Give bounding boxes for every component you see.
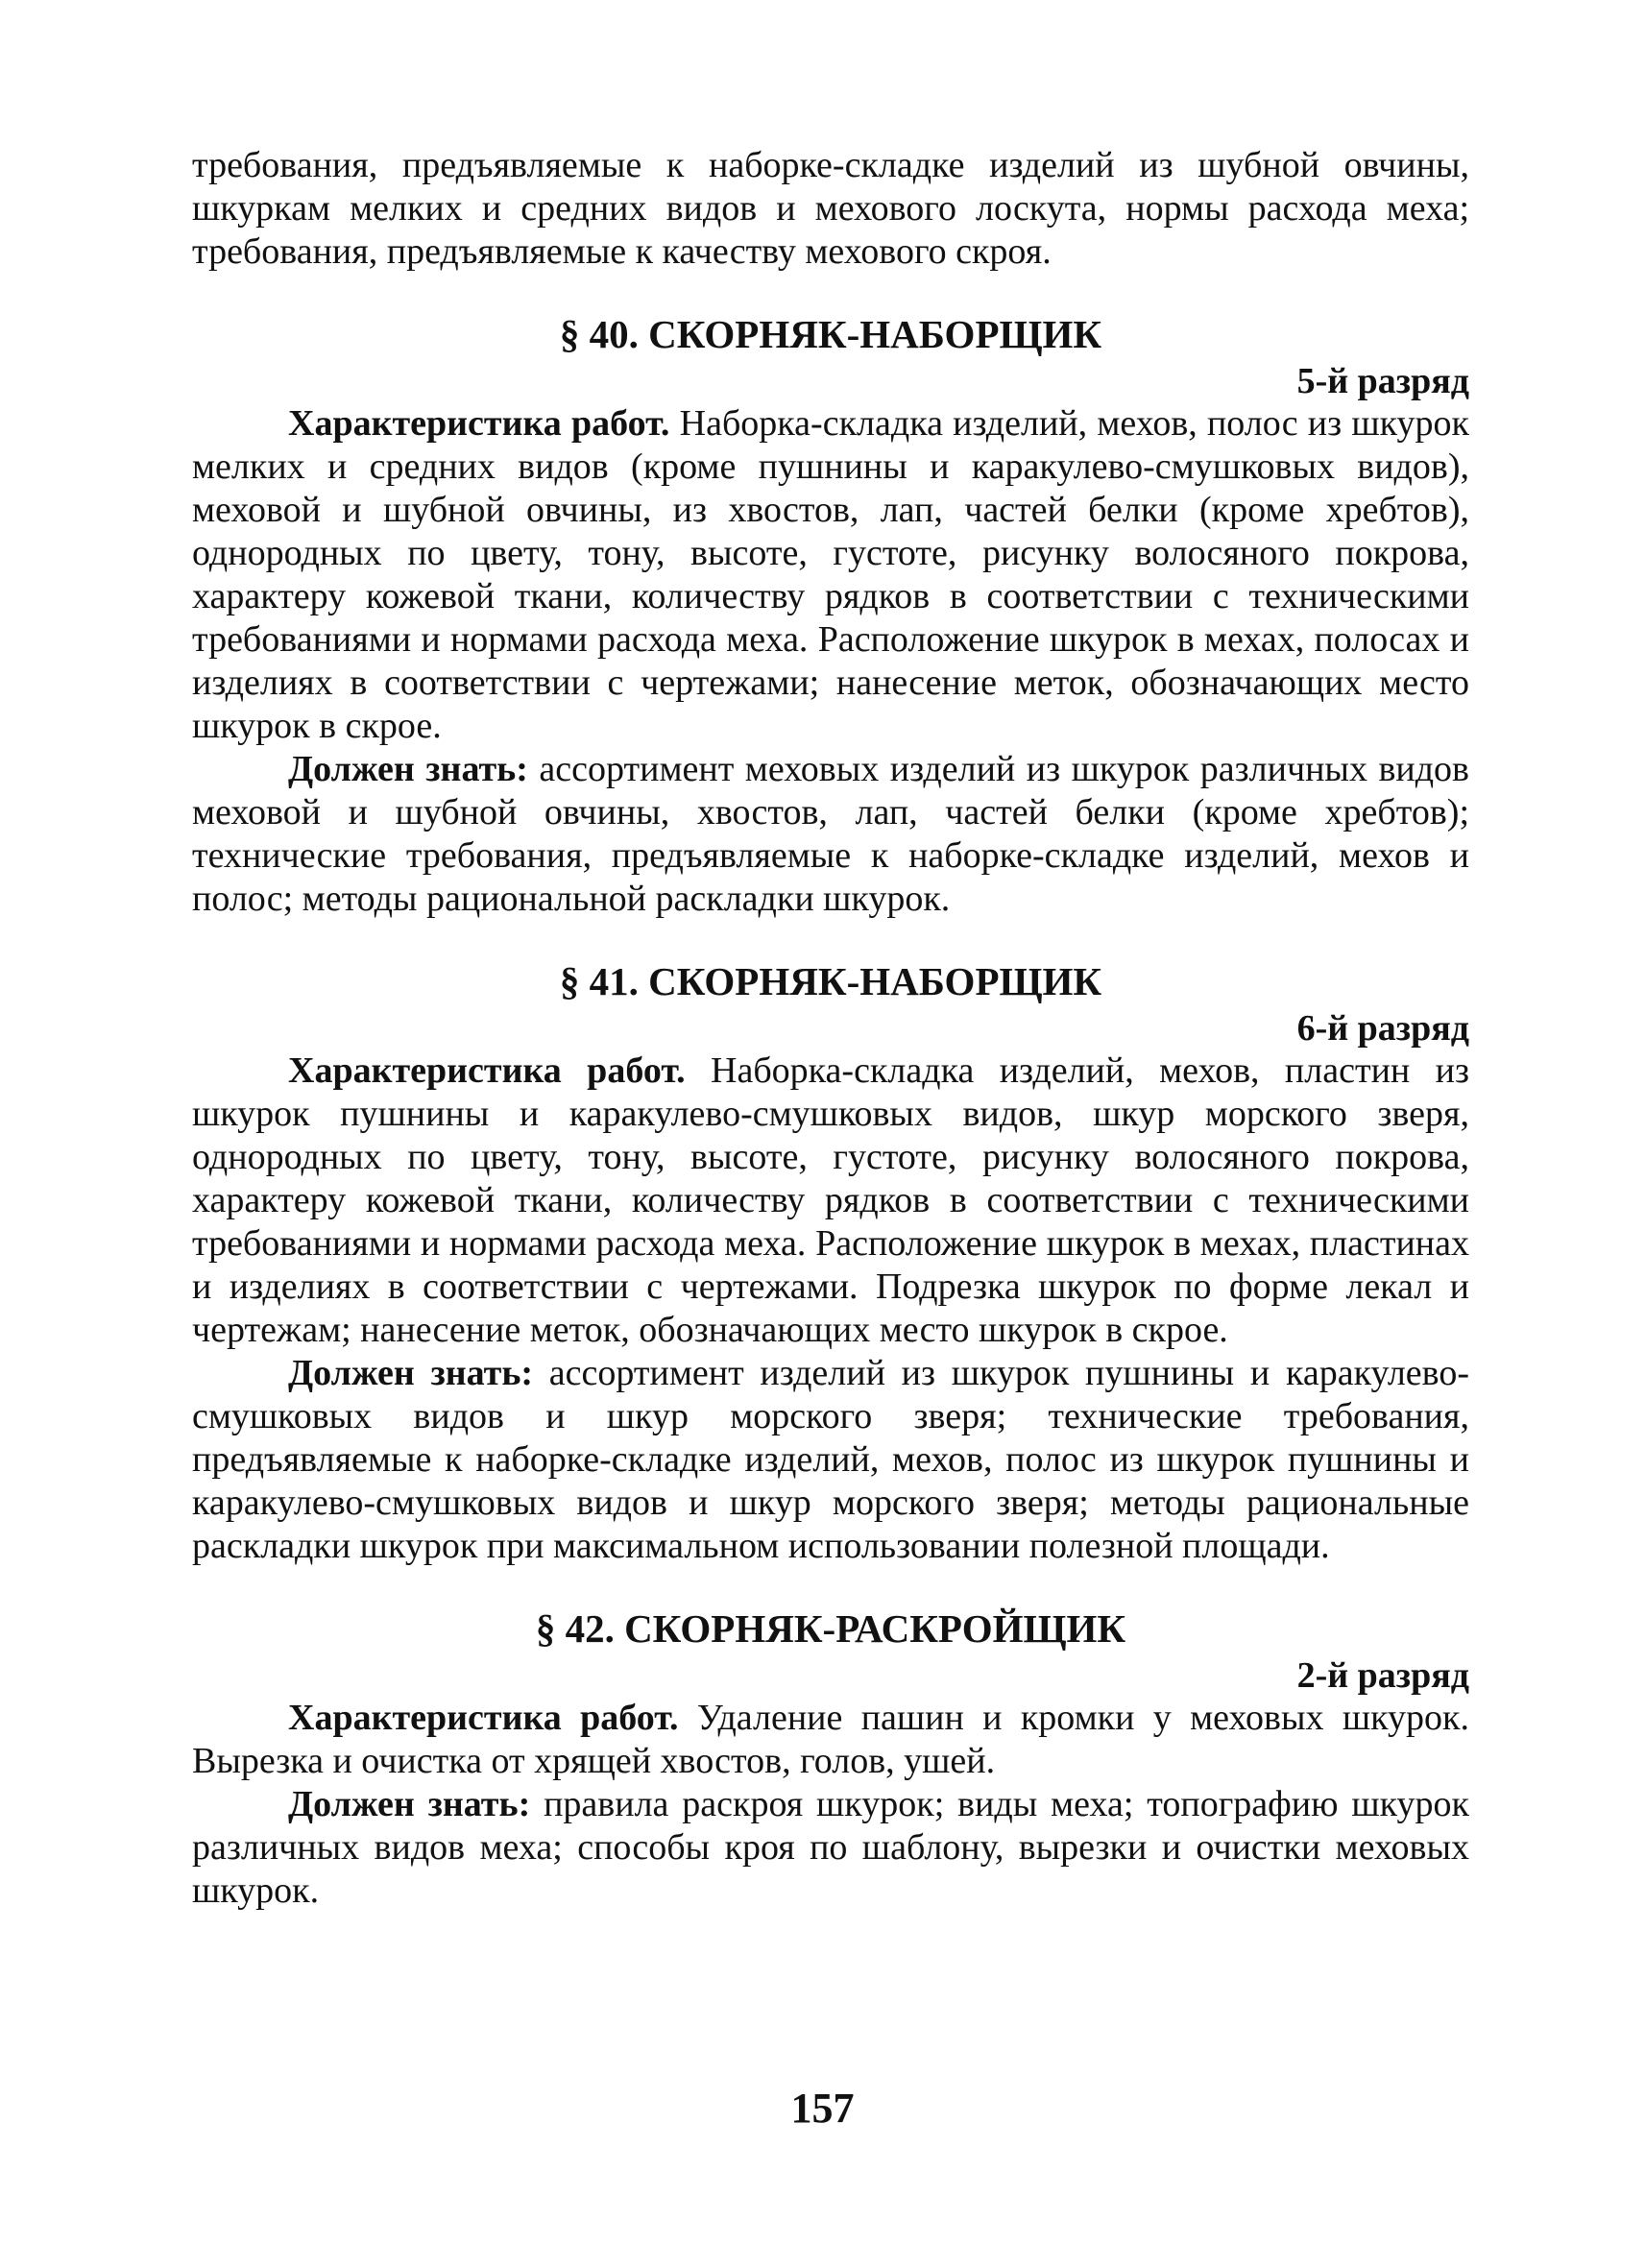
work-characteristics-label: Характеристика работ. — [288, 1698, 679, 1738]
must-know-paragraph — [192, 748, 1469, 921]
grade-label: 2-й разряд — [1296, 1655, 1469, 1696]
page-number: 157 — [790, 2085, 855, 2132]
work-characteristics-text: Удаление пашин и кромки у меховых шкурок. Вырезка и очистка от хрящей хвостов, голов, ушей. — [192, 1698, 1470, 1781]
section-41 — [192, 957, 1469, 1568]
must-know-text: ассортимент меховых изделий из шкурок различных видов меховой и шубной овчины, хвостов, лап, частей белки (кроме хребтов); технические требования, предъявляемые к наборке-складке изделий, мехов и полос; методы рациональной раскладки шкурок. — [192, 749, 1470, 919]
intro-paragraph: требования, предъявляемые к наборке-складке изделий из шубной овчины, шкуркам мелких и средних видов и мехового лоскута, нормы расхода меха; требования, предъявляемые к качеству мехового скроя. — [192, 145, 1469, 272]
grade-label: 5-й разряд — [1296, 361, 1469, 401]
section-title: § 40. СКОРНЯК-НАБОРЩИК — [559, 312, 1102, 356]
work-characteristics-label: Характеристика работ. — [288, 403, 670, 444]
work-characteristics-text: Наборка-складка изделий, мехов, полос из шкурок мелких и средних видов (кроме пушнины и каракулево-смушковых видов), меховой и шубной овчины, из хвостов, лап, частей белки (кроме хребтов), однородных по цвету, тону, высоте, густоте, рисунку волосяного покрова, характеру кожевой ткани, количеству рядков в соответствии с техническими требованиями и нормами расхода меха. Расположение шкурок в мехах, полосах и изделиях в соответствии с чертежами; нанесение меток, обозначающих место шкурок в скрое. — [192, 403, 1469, 746]
grade-label: 6-й разряд — [1296, 1008, 1469, 1049]
section-40 — [192, 310, 1469, 921]
section-title: § 41. СКОРНЯК-НАБОРЩИК — [559, 959, 1102, 1003]
work-characteristics-paragraph — [192, 1050, 1469, 1352]
work-characteristics-label: Характеристика работ. — [288, 1050, 686, 1091]
must-know-label: Должен знать: — [288, 1353, 534, 1393]
must-know-label: Должен знать: — [288, 1784, 531, 1824]
work-characteristics-paragraph — [192, 402, 1469, 748]
must-know-paragraph — [192, 1783, 1469, 1913]
must-know-paragraph — [192, 1352, 1469, 1568]
must-know-text: правила раскроя шкурок; виды меха; топографию шкурок различных видов меха; способы кроя по шаблону, вырезки и очистки меховых шкурок. — [192, 1784, 1470, 1911]
must-know-text: ассортимент изделий из шкурок пушнины и каракулево-смушковых видов и шкур морского зверя; технические требования, предъявляемые к наборке-складке изделий, мехов, полос из шкурок пушнины и каракулево-смушковых видов и шкур морского зверя; методы рациональные раскладки шкурок при максимальном использовании полезной площади. — [192, 1353, 1469, 1566]
work-characteristics-paragraph — [192, 1697, 1469, 1783]
document-page — [192, 144, 1469, 1913]
must-know-label: Должен знать: — [288, 749, 528, 789]
section-title: § 42. СКОРНЯК-РАСКРОЙЩИК — [535, 1606, 1126, 1651]
work-characteristics-text: Наборка-складка изделий, мехов, пластин из шкурок пушнины и каракулево-смушковых видов, шкур морского зверя, однородных по цвету, тону, высоте, густоте, рисунку волосяного покрова, характеру кожевой ткани, количеству рядков в соответствии с техническими требованиями и нормами расхода меха. Расположение шкурок в мехах, пластинах и изделиях в соответствии с чертежами. Подрезка шкурок по форме лекал и чертежам; нанесение меток, обозначающих место шкурок в скрое. — [192, 1050, 1469, 1350]
section-42 — [192, 1604, 1469, 1913]
